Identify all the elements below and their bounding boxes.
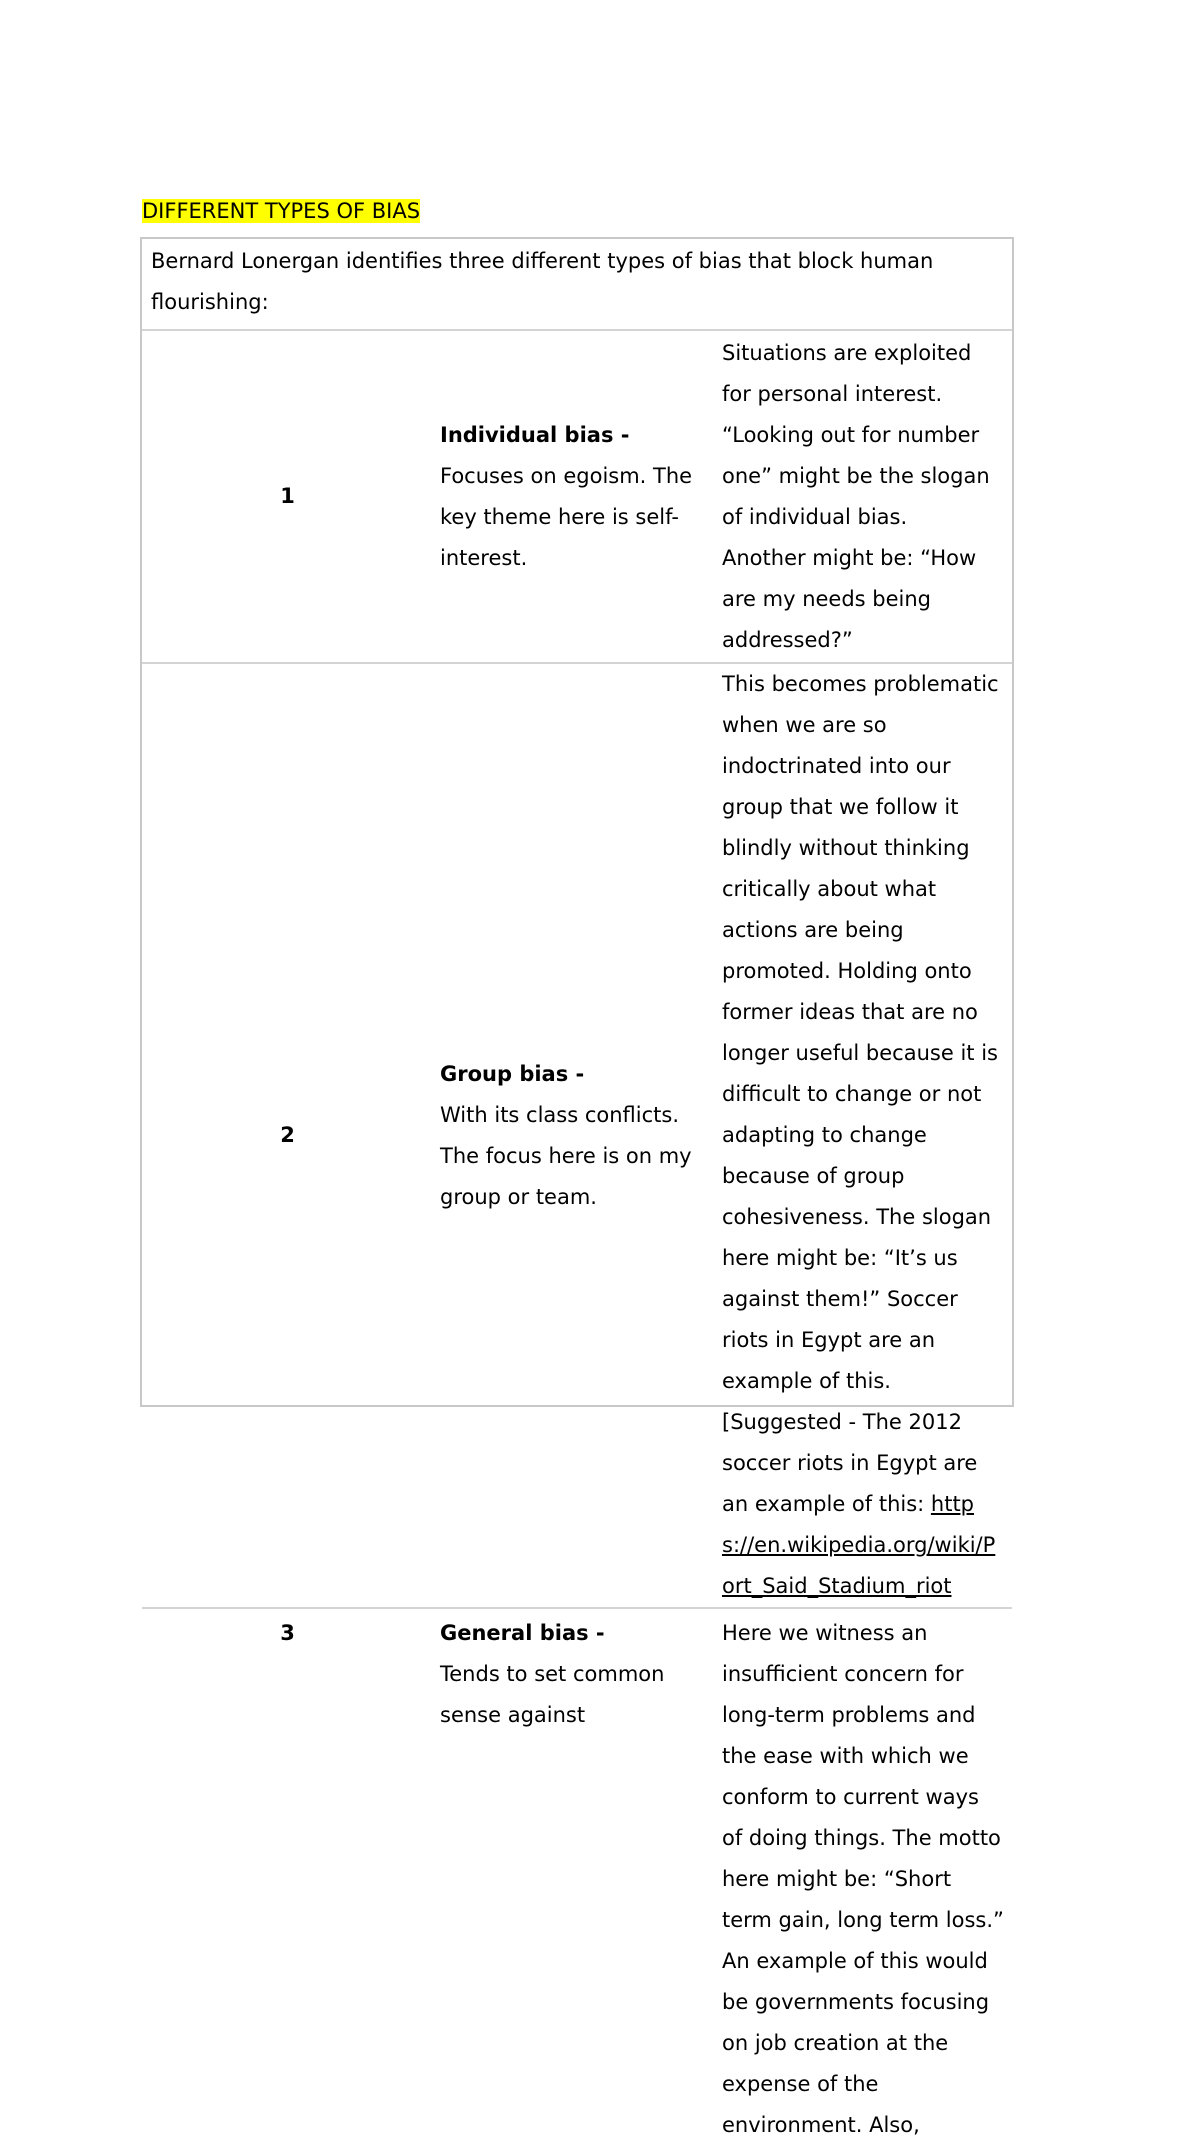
document-title-text: DIFFERENT TYPES OF BIAS — [142, 199, 421, 223]
table-row — [142, 1608, 1012, 2146]
bias-dash: - — [613, 422, 630, 447]
bias-term: Group bias — [440, 1061, 569, 1086]
bias-term: Individual bias — [440, 422, 614, 447]
bias-summary: Tends to set common sense against — [440, 1662, 665, 1727]
bias-description — [722, 1608, 1012, 2146]
table-row — [142, 330, 1012, 663]
document-title — [142, 196, 420, 226]
bias-table — [140, 237, 1014, 2137]
row-number: 1 — [142, 330, 432, 663]
bias-dash: - — [588, 1621, 605, 1645]
description-paragraph: Situations are exploited for personal interest. “Looking out for number one” might be the slogan of individual bias. — [722, 340, 990, 529]
bias-description — [722, 663, 1012, 1608]
bias-name-cell — [432, 663, 722, 1608]
suggested-text: [Suggested - The 2012 soccer riots in Egypt are an example of this: — [722, 1410, 978, 1516]
bias-name-cell — [432, 330, 722, 663]
description-paragraph: This becomes problematic when we are so indoctrinated into our group that we follow it blindly without thinking critically about what actions are being promoted. Holding onto former ideas that are no longer useful because it is difficult to change or not adapting to change because of group cohesiveness. The slogan here might be: “It’s us against them!” Soccer riots in Egypt are an example of this. — [722, 672, 999, 1393]
bias-dash: - — [568, 1061, 585, 1086]
description-paragraph: An example of this would be governments focusing on job creation at the expense of the environment. Also, — [722, 1949, 990, 2137]
wikipedia-link[interactable]: https://en.wikipedia.org/wiki/Port_Said_Stadium_riot — [722, 1492, 996, 1598]
bias-term: General bias — [440, 1621, 589, 1645]
description-paragraph: Another might be: “How are my needs being addressed?” — [722, 545, 977, 652]
bias-summary: Focuses on egoism. The key theme here is self-interest. — [440, 463, 693, 570]
row-number: 3 — [142, 1608, 432, 2146]
description-paragraph: Here we witness an insufficient concern for long-term problems and the ease with which we conform to current ways of doing things. The motto here might be: “Short term gain, long term loss.” — [722, 1621, 1004, 1932]
bias-summary: With its class conflicts. The focus here is on my group or team. — [440, 1102, 692, 1209]
description-paragraph — [722, 1402, 1004, 1607]
bias-description — [722, 330, 1012, 663]
bias-name-cell — [432, 1608, 722, 2146]
intro-text: Bernard Lonergan identifies three different types of bias that block human flourishing: — [151, 249, 934, 314]
row-number: 2 — [142, 663, 432, 1608]
table-row — [142, 663, 1012, 1608]
